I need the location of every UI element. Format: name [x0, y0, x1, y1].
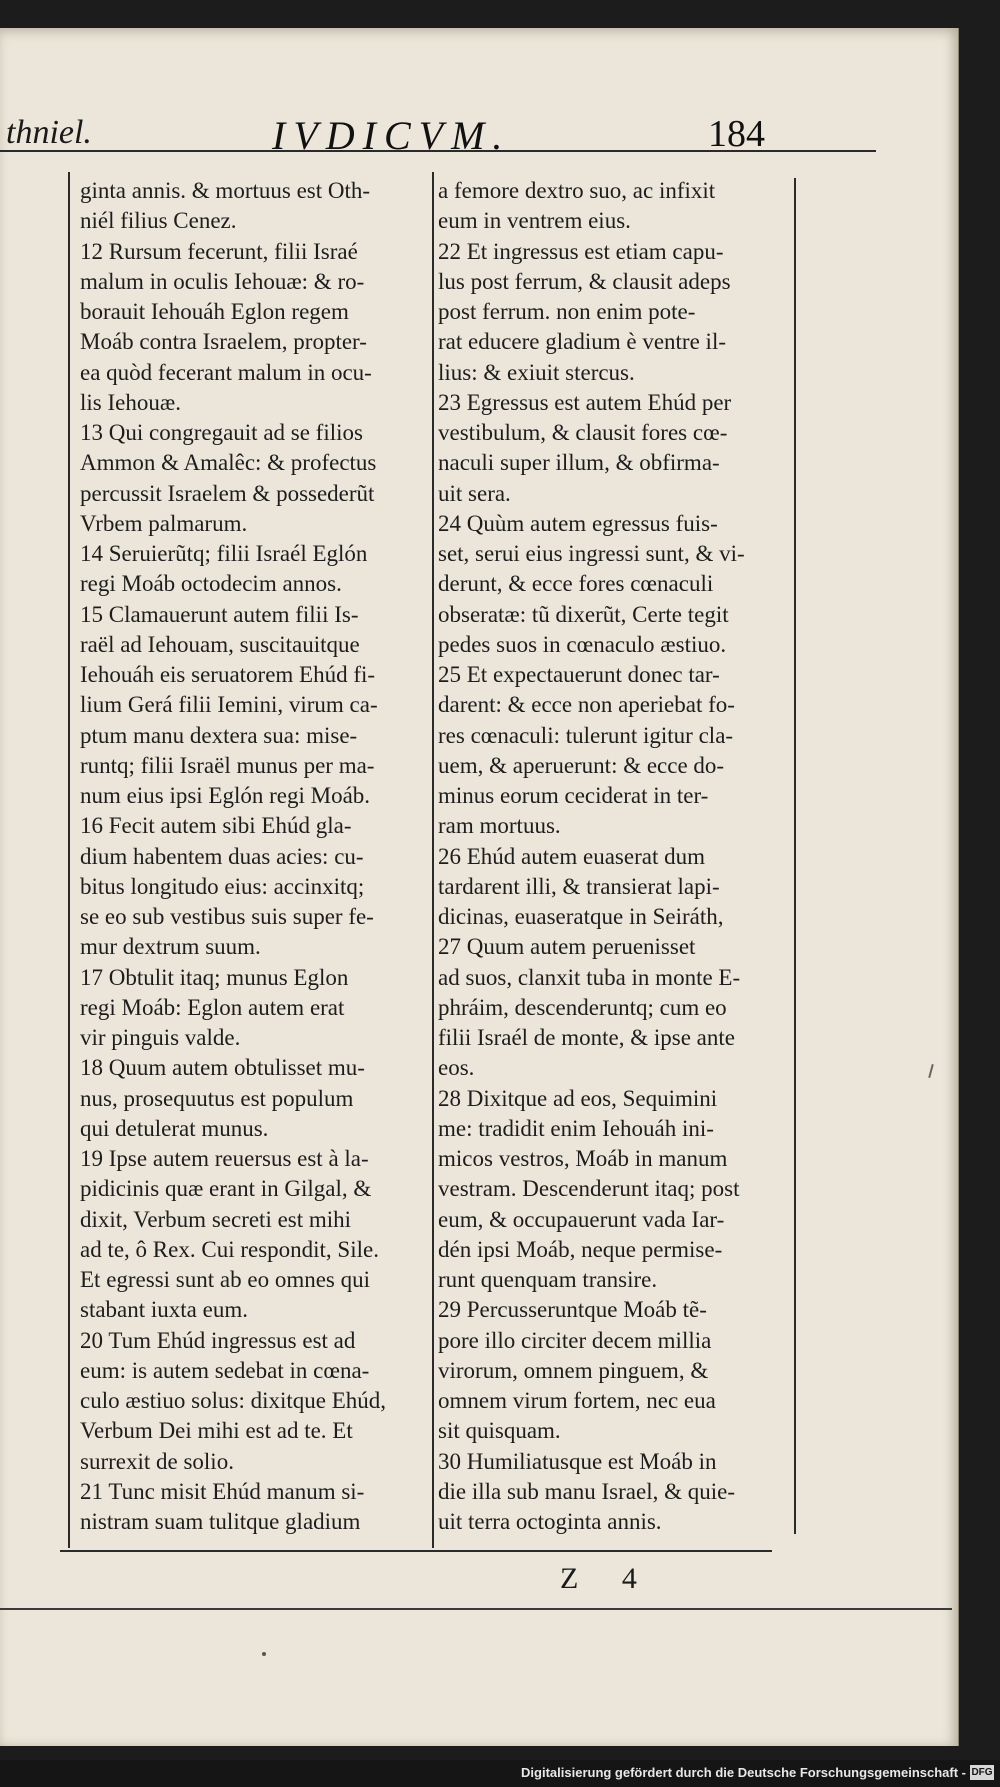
text-line: darent: & ecce non aperiebat fo-: [438, 692, 735, 718]
book-page: [0, 28, 959, 1746]
text-line: 30 Humiliatusque est Moáb in: [438, 1448, 717, 1474]
text-line: 12 Rursum fecerunt, filii Israé: [80, 238, 358, 264]
text-line: vestibulum, & clausit fores cœ-: [438, 420, 728, 445]
text-line: niél filius Cenez.: [80, 208, 237, 234]
text-line: Iehouáh eis seruatorem Ehúd fi-: [80, 662, 376, 687]
text-line: sit quisquam.: [438, 1418, 561, 1444]
text-line: die illa sub manu Israel, & quie-: [438, 1478, 736, 1504]
text-line: micos vestros, Moáb in manum: [438, 1146, 728, 1171]
margin-mark: [928, 1064, 934, 1078]
right-text-column: [438, 176, 788, 1537]
text-line: set, serui eius ingressi sunt, & vi-: [438, 541, 745, 566]
text-line: malum in oculis Iehouæ: & ro-: [80, 268, 365, 294]
digitization-footer: [0, 1760, 1000, 1787]
text-line: ptum manu dextera sua: mise-: [80, 722, 358, 748]
text-line: post ferrum. non enim pote-: [438, 299, 696, 324]
text-line: raël ad Iehouam, suscitauitque: [80, 631, 360, 657]
text-line: 16 Fecit autem sibi Ehúd gla-: [80, 813, 352, 839]
left-text-column: [80, 176, 432, 1537]
text-line: ad te, ô Rex. Cui respondit, Sile.: [80, 1236, 379, 1262]
text-line: omnem virum fortem, nec eua: [438, 1388, 716, 1413]
text-line: percussit Israelem & possederũt: [80, 480, 375, 506]
text-line: num eius ipsi Eglón regi Moáb.: [80, 783, 371, 808]
text-line: 15 Clamauerunt autem filii Is-: [80, 601, 359, 627]
text-line: uit sera.: [438, 480, 511, 506]
funding-credit: Digitalisierung gefördert durch die Deutsche Forschungsgemeinschaft -: [521, 1765, 966, 1780]
right-margin-rule: [794, 178, 796, 1534]
text-line: Moáb contra Israelem, propter-: [80, 329, 367, 355]
text-line: tardarent illi, & transierat lapi-: [438, 873, 720, 899]
text-line: qui detulerat munus.: [80, 1115, 269, 1141]
running-title: IVDICVM.: [272, 113, 511, 158]
text-line: 25 Et expectauerunt donec tar-: [438, 662, 720, 687]
text-line: dixit, Verbum secreti est mihi: [80, 1206, 352, 1232]
text-line: obseratæ: tũ dixerũt, Certe tegit: [438, 601, 729, 627]
text-line: naculi super illum, & obfirma-: [438, 450, 720, 476]
text-line: runtq; filii Israël munus per ma-: [80, 752, 375, 778]
text-line: eum: is autem sedebat in cœna-: [80, 1357, 370, 1383]
text-line: lus post ferrum, & clausit adeps: [438, 268, 731, 294]
text-line: Vrbem palmarum.: [80, 510, 248, 536]
header-rule: [0, 150, 876, 152]
text-line: 19 Ipse autem reuersus est à la-: [80, 1146, 369, 1171]
text-line: vestram. Descenderunt itaq; post: [438, 1176, 740, 1202]
text-line: surrexit de solio.: [80, 1448, 234, 1474]
text-line: mur dextrum suum.: [80, 934, 261, 960]
text-line: uem, & aperuerunt: & ecce do-: [438, 752, 725, 778]
text-line: Ammon & Amalêc: & profectus: [80, 450, 377, 476]
text-line: rat educere gladium è ventre il-: [438, 329, 726, 355]
text-line: ginta annis. & mortuus est Oth-: [80, 178, 371, 203]
text-line: lis Iehouæ.: [80, 389, 181, 415]
text-line: 21 Tunc misit Ehúd manum si-: [80, 1478, 365, 1504]
text-line: eum, & occupauerunt vada Iar-: [438, 1206, 725, 1232]
text-line: 18 Quum autem obtulisset mu-: [80, 1055, 365, 1081]
text-line: se eo sub vestibus suis super fe-: [80, 904, 374, 929]
text-line: 14 Seruierũtq; filii Israél Eglón: [80, 541, 368, 566]
text-line: culo æstiuo solus: dixitque Ehúd,: [80, 1388, 387, 1413]
text-line: derunt, & ecce fores cœnaculi: [438, 571, 714, 597]
text-line: lium Gerá filii Iemini, virum ca-: [80, 692, 378, 718]
paper-speck: [262, 1652, 266, 1656]
text-line: dicinas, euaseratque in Seiráth,: [438, 904, 724, 929]
text-line: filii Israél de monte, & ipse ante: [438, 1025, 735, 1050]
text-line: 29 Percusseruntque Moáb tẽ-: [438, 1297, 707, 1323]
text-line: ram mortuus.: [438, 813, 561, 839]
text-line: Et egressi sunt ab eo omnes qui: [80, 1267, 371, 1292]
text-line: 28 Dixitque ad eos, Sequimini: [438, 1085, 718, 1111]
text-line: eum in ventrem eius.: [438, 208, 631, 234]
left-margin-rule: [68, 172, 70, 1548]
text-line: 17 Obtulit itaq; munus Eglon: [80, 964, 349, 990]
text-line: stabant iuxta eum.: [80, 1297, 248, 1323]
text-line: 13 Qui congregauit ad se filios: [80, 420, 363, 445]
text-line: Verbum Dei mihi est ad te. Et: [80, 1418, 353, 1444]
text-line: nistram suam tulitque gladium: [80, 1509, 361, 1534]
text-line: 22 Et ingressus est etiam capu-: [438, 238, 724, 264]
text-line: pedes suos in cœnaculo æstiuo.: [438, 631, 727, 657]
dfg-logo: DFG: [971, 1767, 993, 1778]
text-line: 23 Egressus est autem Ehúd per: [438, 389, 732, 415]
text-line: me: tradidit enim Iehouáh ini-: [438, 1115, 714, 1141]
text-line: eos.: [438, 1055, 475, 1081]
text-line: borauit Iehouáh Eglon regem: [80, 299, 349, 324]
text-line: dium habentem duas acies: cu-: [80, 843, 364, 869]
text-line: 27 Quum autem peruenisset: [438, 934, 696, 960]
text-line: 24 Quùm autem egressus fuis-: [438, 510, 718, 536]
text-line: uit terra octoginta annis.: [438, 1509, 662, 1534]
page-base-rule: [0, 1608, 952, 1610]
running-head-fragment: thniel.: [6, 114, 92, 151]
text-line: lius: & exiuit stercus.: [438, 359, 635, 385]
text-line: 26 Ehúd autem euaserat dum: [438, 843, 705, 869]
text-line: virorum, omnem pinguem, &: [438, 1357, 709, 1383]
text-line: minus eorum ceciderat in ter-: [438, 783, 709, 808]
text-line: a femore dextro suo, ac infixit: [438, 178, 716, 203]
text-line: vir pinguis valde.: [80, 1025, 241, 1050]
text-block-bottom-rule: [60, 1550, 772, 1552]
text-line: ad suos, clanxit tuba in monte E-: [438, 964, 741, 990]
text-line: phráim, descenderuntq; cum eo: [438, 994, 727, 1020]
text-line: res cœnaculi: tulerunt igitur cla-: [438, 722, 734, 748]
text-line: ea quòd fecerant malum in ocu-: [80, 359, 372, 385]
text-line: dén ipsi Moáb, neque permise-: [438, 1236, 723, 1262]
page-number: 184: [708, 113, 765, 155]
column-divider: [432, 172, 434, 1548]
text-line: nus, prosequutus est populum: [80, 1085, 354, 1111]
text-line: pidicinis quæ erant in Gilgal, &: [80, 1176, 372, 1202]
text-line: regi Moáb octodecim annos.: [80, 571, 342, 597]
text-line: pore illo circiter decem millia: [438, 1327, 712, 1353]
signature-mark: Z 4: [560, 1562, 655, 1595]
text-line: regi Moáb: Eglon autem erat: [80, 994, 345, 1020]
text-line: bitus longitudo eius: accinxitq;: [80, 873, 365, 899]
text-line: 20 Tum Ehúd ingressus est ad: [80, 1327, 356, 1353]
text-line: runt quenquam transire.: [438, 1267, 658, 1292]
